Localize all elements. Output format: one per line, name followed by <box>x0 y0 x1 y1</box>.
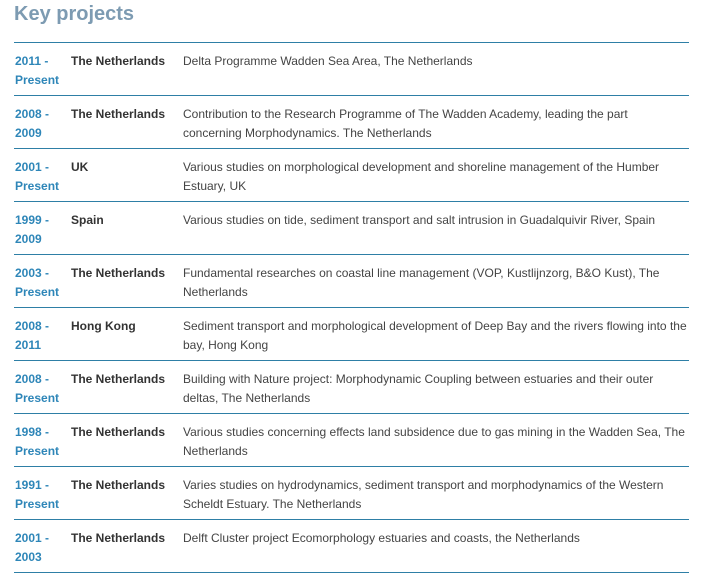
project-row <box>14 520 689 573</box>
project-country: UK <box>71 160 89 174</box>
project-country: The Netherlands <box>71 478 166 492</box>
project-description: Various studies concerning effects land subsidence due to gas mining in the Wadden Sea, The Netherlands <box>183 425 685 458</box>
project-row <box>14 414 689 467</box>
project-country: The Netherlands <box>71 531 166 545</box>
project-description: Varies studies on hydrodynamics, sediment transport and morphodynamics of the Western Scheldt Estuary. The Netherlands <box>183 478 664 511</box>
project-row <box>14 308 689 361</box>
project-description: Sediment transport and morphological development of Deep Bay and the rivers flowing into the bay, Hong Kong <box>183 319 687 352</box>
project-period: 2008 - 2009 <box>15 107 50 140</box>
project-description: Building with Nature project: Morphodynamic Coupling between estuaries and their outer deltas, The Netherlands <box>183 372 654 405</box>
project-row <box>14 255 689 308</box>
project-description: Contribution to the Research Programme of The Wadden Academy, leading the part concerning Morphodynamics. The Netherlands <box>183 107 628 140</box>
project-period: 2003 - Present <box>15 266 60 299</box>
projects-list <box>14 42 689 573</box>
project-country: The Netherlands <box>71 372 166 386</box>
project-country: The Netherlands <box>71 107 166 121</box>
project-country: The Netherlands <box>71 54 166 68</box>
project-period: 1991 - Present <box>15 478 60 511</box>
project-period: 1998 - Present <box>15 425 60 458</box>
project-row <box>14 361 689 414</box>
project-country: Hong Kong <box>71 319 136 333</box>
project-country: The Netherlands <box>71 425 166 439</box>
project-description: Various studies on tide, sediment transport and salt intrusion in Guadalquivir River, Spain <box>183 213 656 227</box>
project-description: Various studies on morphological development and shoreline management of the Humber Estuary, UK <box>183 160 660 193</box>
project-row <box>14 43 689 96</box>
project-period: 2001 - 2003 <box>15 531 50 564</box>
section-heading: Key projects <box>14 3 135 25</box>
project-description: Fundamental researches on coastal line management (VOP, Kustlijnzorg, B&O Kust), The Netherlands <box>183 266 660 299</box>
project-row <box>14 202 689 255</box>
project-period: 2011 - Present <box>15 54 60 87</box>
project-row <box>14 96 689 149</box>
project-country: The Netherlands <box>71 266 166 280</box>
project-country: Spain <box>71 213 104 227</box>
project-period: 2001 - Present <box>15 160 60 193</box>
project-row <box>14 149 689 202</box>
project-period: 1999 - 2009 <box>15 213 50 246</box>
project-row <box>14 467 689 520</box>
project-description: Delft Cluster project Ecomorphology estuaries and coasts, the Netherlands <box>183 531 580 545</box>
project-period: 2008 - Present <box>15 372 60 405</box>
project-description: Delta Programme Wadden Sea Area, The Netherlands <box>183 54 473 68</box>
project-period: 2008 - 2011 <box>15 319 50 352</box>
